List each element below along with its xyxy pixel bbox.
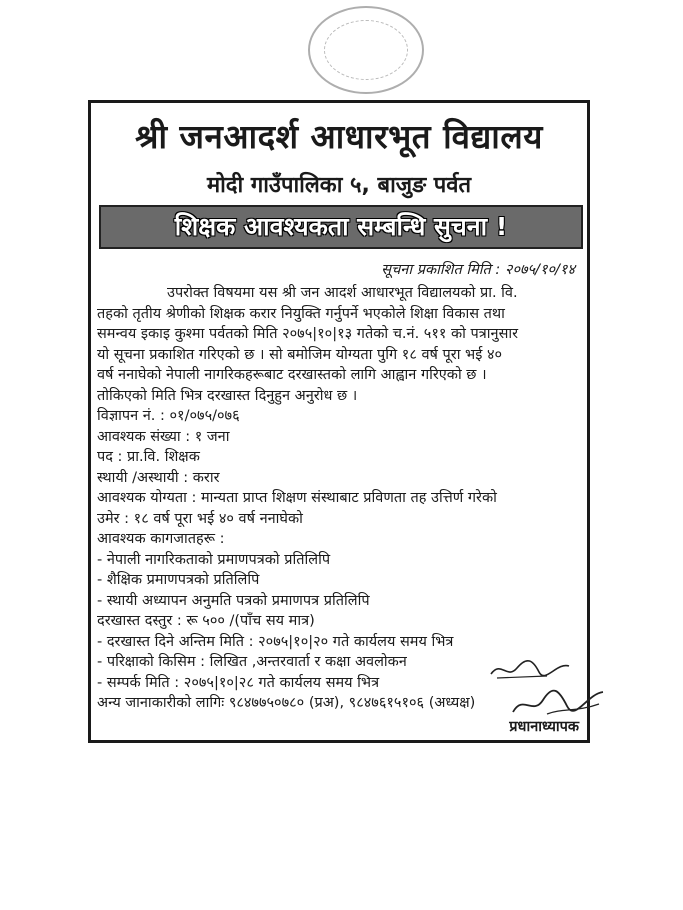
paragraph-line: समन्वय इकाइ कुश्मा पर्वतको मिति २०७५|१०|१३ गतेको च.नं. ५११ को पत्रानुसार [97, 326, 519, 342]
notice-box [88, 100, 590, 743]
exam-type: - परिक्षाको किसिम : लिखित ,अन्तरवार्ता र कक्षा अवलोकन [97, 654, 407, 670]
document-item: - शैक्षिक प्रमाणपत्रको प्रतिलिपि [97, 572, 260, 588]
document-item: - स्थायी अध्यापन अनुमति पत्रको प्रमाणपत्र प्रतिलिपि [97, 592, 370, 609]
publication-date: सूचना प्रकाशित मिति : २०७५/१०/१४ [381, 262, 575, 278]
paragraph-line: उपरोक्त विषयमा यस श्री जन आदर्श आधारभूत विद्यालयको प्रा. वि. [167, 285, 518, 301]
paragraph-line: यो सूचना प्रकाशित गरिएको छ । सो बमोजिम योग्यता पुगि १८ वर्ष पूरा भई ४० [97, 346, 503, 363]
required-documents-heading: आवश्यक कागजातहरू : [97, 531, 225, 547]
application-fee: दरखास्त दस्तुर : रू ५०० /(पाँच सय मात्र) [97, 613, 315, 629]
intro-paragraph [97, 283, 579, 406]
school-seal-stamp [308, 6, 424, 94]
paragraph-line: वर्ष ननाघेको नेपाली नागरिकहरूबाट दरखास्तको लागि आह्वान गरिएको छ । [97, 367, 487, 383]
application-deadline: - दरखास्त दिने अन्तिम मिति : २०७५|१०|२० गते कार्यलय समय भित्र [97, 633, 454, 650]
signature-1 [487, 656, 573, 684]
school-address: मोदी गाउँपालिका ५, बाजुङ पर्वत [206, 173, 472, 198]
post-title: पद : प्रा.वि. शिक्षक [97, 449, 200, 465]
age-requirement: उमेर : १८ वर्ष पूरा भई ४० वर्ष ननाघेको [97, 510, 303, 527]
notice-title-banner: शिक्षक आवश्यकता सम्बन्धि सुचना ! [99, 205, 583, 249]
headmaster-title: प्रधानाध्यापक [507, 716, 581, 736]
school-name-heading: श्री जनआदर्श आधारभूत विद्यालय [135, 117, 543, 156]
signature-2 [507, 686, 607, 720]
employment-type: स्थायी /अस्थायी : करार [97, 469, 220, 486]
document-item: - नेपाली नागरिकताको प्रमाणपत्रको प्रतिलिपि [97, 551, 331, 568]
required-count: आवश्यक संख्या : १ जना [97, 428, 230, 445]
contact-date: - सम्पर्क मिति : २०७५|१०|२८ गते कार्यलय समय भित्र [97, 674, 380, 691]
required-qualification: आवश्यक योग्यता : मान्यता प्राप्त शिक्षण संस्थाबाट प्रविणता तह उत्तिर्ण गरेको [97, 490, 497, 506]
notice-body [97, 283, 579, 714]
contact-info: अन्य जानाकारीको लागिः ९८४७७५०७८० (प्रअ), ९८४७६१५१०६ (अध्यक्ष) [97, 695, 476, 711]
advertisement-number: विज्ञापन नं. : ०१/०७५/०७६ [97, 408, 240, 424]
paragraph-line: तोकिएको मिति भित्र दरखास्त दिनुहुन अनुरोध छ । [97, 387, 358, 404]
paragraph-line: तहको तृतीय श्रेणीको शिक्षक करार नियुक्ति गर्नुपर्ने भएकोले शिक्षा विकास तथा [97, 305, 505, 322]
